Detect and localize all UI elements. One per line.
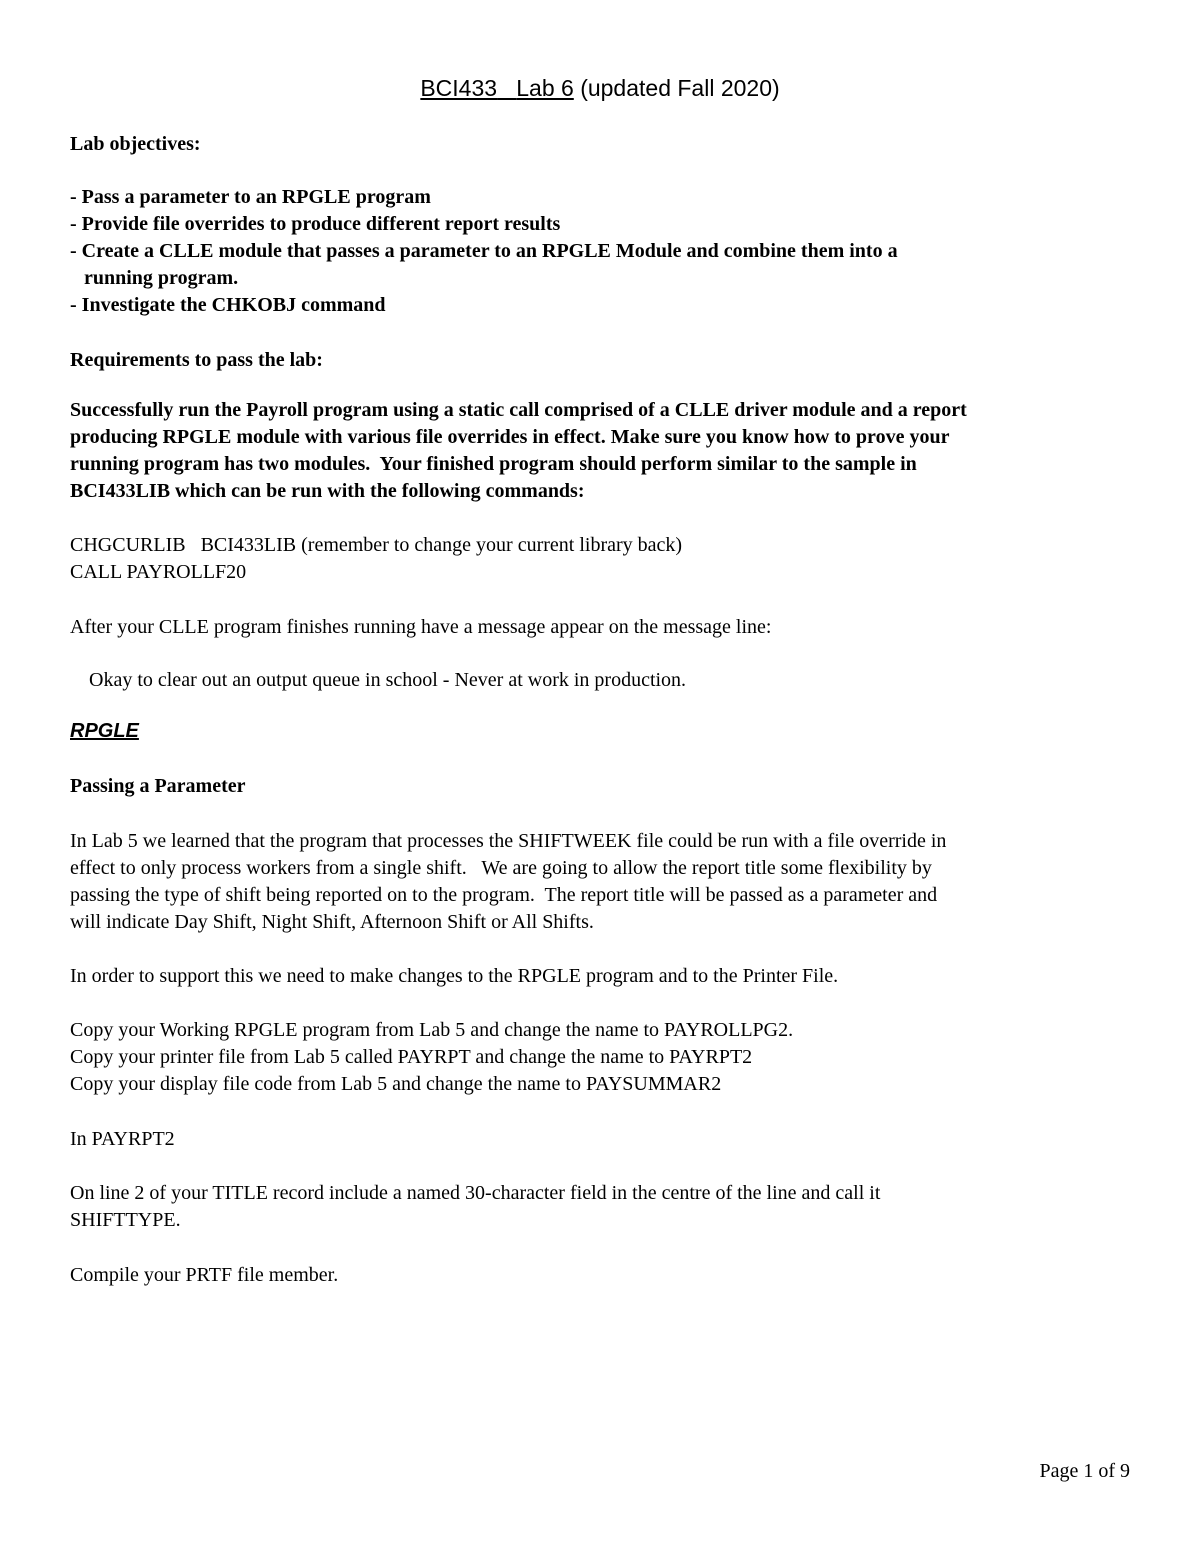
rpgle-heading-text: RPGLE xyxy=(70,720,139,742)
objective-item: - Pass a parameter to an RPGLE program xyxy=(70,186,431,208)
updated-note: (updated Fall 2020) xyxy=(580,75,780,101)
course-code: BCI433 xyxy=(420,75,498,101)
command-line: CHGCURLIB BCI433LIB (remember to change your current library back) xyxy=(70,534,683,556)
instruction-line: On line 2 of your TITLE record include a named 30-character field in the centre of the line and call it xyxy=(70,1182,881,1204)
instruction-line: SHIFTTYPE. xyxy=(70,1209,181,1231)
objective-item: - Investigate the CHKOBJ command xyxy=(70,294,386,316)
paragraph-line: In Lab 5 we learned that the program that processes the SHIFTWEEK file could be run with a file override in xyxy=(70,830,947,852)
objectives-list xyxy=(70,184,1140,319)
requirements-text xyxy=(70,397,1140,505)
passing-paragraph-1 xyxy=(70,828,1140,936)
section-heading-rpgle xyxy=(70,718,1140,745)
passing-parameter-heading: Passing a Parameter xyxy=(70,775,246,797)
requirements-line: Successfully run the Payroll program using a static call comprised of a CLLE driver module and a report xyxy=(70,399,967,421)
document-title xyxy=(0,72,1200,104)
after-instruction: After your CLLE program finishes running have a message appear on the message line: xyxy=(70,616,772,638)
copy-line: Copy your display file code from Lab 5 and change the name to PAYSUMMAR2 xyxy=(70,1073,722,1095)
lab-number: Lab 6 xyxy=(516,75,574,101)
copy-line: Copy your printer file from Lab 5 called PAYRPT and change the name to PAYRPT2 xyxy=(70,1046,753,1068)
compile-instruction: Compile your PRTF file member. xyxy=(70,1264,339,1286)
requirements-line: running program has two modules. Your finished program should perform similar to the sample in xyxy=(70,453,917,475)
objective-item-continued: running program. xyxy=(84,267,239,289)
command-line: CALL PAYROLLF20 xyxy=(70,561,247,583)
line2-instruction xyxy=(70,1180,1140,1234)
objective-item: - Provide file overrides to produce different report results xyxy=(70,213,561,235)
objective-item: - Create a CLLE module that passes a parameter to an RPGLE Module and combine them into a xyxy=(70,240,898,262)
objectives-heading: Lab objectives: xyxy=(70,133,201,155)
command-list xyxy=(70,532,1140,586)
page-number: Page 1 of 9 xyxy=(1039,1460,1130,1482)
requirements-line: BCI433LIB which can be run with the following commands: xyxy=(70,480,585,502)
copy-instructions xyxy=(70,1017,1140,1098)
in-payrpt2-label: In PAYRPT2 xyxy=(70,1128,175,1150)
copy-line: Copy your Working RPGLE program from Lab 5 and change the name to PAYROLLPG2. xyxy=(70,1019,794,1041)
passing-paragraph-2: In order to support this we need to make changes to the RPGLE program and to the Printer File. xyxy=(70,965,839,987)
paragraph-line: passing the type of shift being reported on to the program. The report title will be passed as a parameter and xyxy=(70,884,938,906)
message-text: Okay to clear out an output queue in school - Never at work in production. xyxy=(89,669,687,691)
paragraph-line: will indicate Day Shift, Night Shift, Afternoon Shift or All Shifts. xyxy=(70,911,594,933)
requirements-line: producing RPGLE module with various file overrides in effect. Make sure you know how to prove your xyxy=(70,426,950,448)
paragraph-line: effect to only process workers from a single shift. We are going to allow the report title some flexibility by xyxy=(70,857,932,879)
requirements-heading: Requirements to pass the lab: xyxy=(70,349,323,371)
